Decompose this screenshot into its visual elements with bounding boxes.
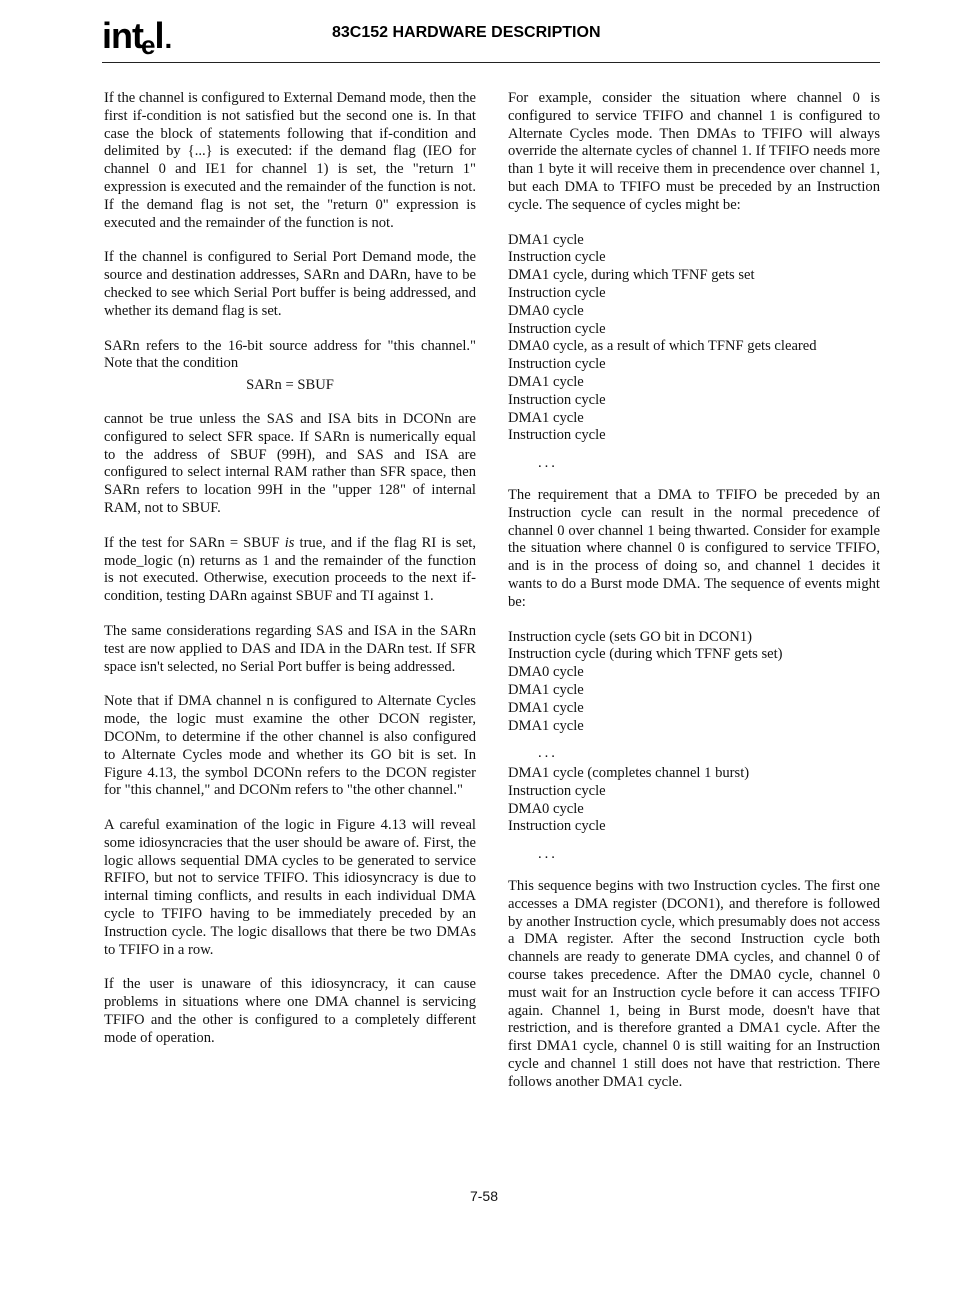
paragraph: If the channel is configured to External Demand mode, then the first if-condition is not satisfied but the second one is. In that case the block of statements following that if-condition and delimited by {...} is executed: if the demand flag (IEO for channel 0 and IE1 for channel 1) is set, the "return 1" expression is executed and the remainder of the function is not. If the demand flag is not set, the "return 0" expression is executed and the remainder of the function is not. bbox=[104, 90, 476, 231]
header-rule bbox=[102, 62, 880, 63]
list-item: DMA1 cycle, during which TFNF gets set bbox=[508, 267, 755, 284]
list-item: Instruction cycle (sets GO bit in DCON1) bbox=[508, 628, 752, 645]
page-header bbox=[102, 14, 880, 64]
list-item: DMA1 cycle bbox=[508, 699, 584, 716]
intel-logo bbox=[102, 14, 171, 61]
logo-text-e: e bbox=[140, 30, 155, 60]
list-item: DMA1 cycle bbox=[508, 373, 584, 390]
text-run: If the test for SARn = SBUF bbox=[104, 534, 285, 551]
cycle-sequence-3 bbox=[508, 765, 880, 836]
paragraph: This sequence begins with two Instruction cycles. The first one accesses a DMA register (DCON1), and therefore is followed by another Instruction cycle, which presumably does not access a DMA register. After the second Instruction cycle both channels are ready to generate DMA cycles, and channel 0 of course takes precedence. After the DMA0 cycle, channel 0 must wait for an Instruction cycle before it can access TFIFO again. Channel 1, being in Burst mode, doesn't have that restriction, and is therefore granted a DMA1 cycle. After the first DMA1 cycle, channel 0 is still waiting for an Instruction cycle and channel 1 still does not have that restriction. There follows another DMA1 cycle. bbox=[508, 878, 880, 1090]
left-column bbox=[104, 90, 476, 1065]
logo-text-int: int bbox=[102, 15, 143, 56]
logo-text-l: l bbox=[154, 15, 164, 56]
list-item: Instruction cycle (during which TFNF gets set) bbox=[508, 646, 783, 663]
list-item: Instruction cycle bbox=[508, 356, 606, 373]
italic-word: is bbox=[284, 534, 295, 551]
page-title: 83C152 HARDWARE DESCRIPTION bbox=[332, 24, 601, 41]
page-number: 7-58 bbox=[469, 1188, 499, 1204]
paragraph: The requirement that a DMA to TFIFO be preceded by an Instruction cycle can result in the normal precedence of channel 0 over channel 1 being thwarted. Consider for example the situation where channel 0 is configured to service TFIFO, and is in the process of doing so, and channel 1 decides it wants to do a Burst mode DMA. The sequence of events might be: bbox=[508, 486, 880, 610]
paragraph: The same considerations regarding SAS and ISA in the SARn test are now applied to DAS and IDA in the DARn test. If SFR space isn't selected, no Serial Port buffer is being addressed. bbox=[104, 622, 476, 675]
list-item: Instruction cycle bbox=[508, 391, 606, 408]
list-item: Instruction cycle bbox=[508, 782, 606, 799]
list-item: Instruction cycle bbox=[508, 818, 606, 835]
list-item: DMA1 cycle bbox=[508, 681, 584, 698]
ellipsis: ... bbox=[538, 455, 558, 472]
list-item: Instruction cycle bbox=[508, 249, 606, 266]
list-item: DMA1 cycle (completes channel 1 burst) bbox=[508, 765, 750, 782]
cycle-sequence-1 bbox=[508, 232, 880, 446]
ellipsis: ... bbox=[538, 846, 558, 863]
paragraph: For example, consider the situation where channel 0 is configured to service TFIFO and channel 1 is configured to Alternate Cycles mode. Then DMAs to TFIFO will always override the alternate cycles of channel 1. If TFIFO needs more than 1 byte it will receive them in precendence over channel 1, but each DMA to TFIFO must be preceded by an Instruction cycle. The sequence of cycles might be: bbox=[508, 90, 880, 213]
list-item: DMA1 cycle bbox=[508, 717, 584, 734]
list-item: Instruction cycle bbox=[508, 320, 606, 337]
paragraph: Note that if DMA channel n is configured to Alternate Cycles mode, the logic must examine the other DCON register, DCONm, to determine if the other channel is also configured to Alternate Cycles mode and whether its GO bit is set. In Figure 4.13, the symbol DCONn refers to the DCON register for "this channel," and DCONm refers to "the other channel." bbox=[104, 693, 476, 799]
paragraph: A careful examination of the logic in Figure 4.13 will reveal some idiosyncracies that the user should be aware of. First, the logic allows sequential DMA cycles to be generated to service RFIFO, but not to service TFIFO. This idiosyncracy is due to internal timing conflicts, and results in each individual DMA cycle to TFIFO having to be immediately preceded by an Instruction cycle. The logic disallows that there be two DMAs to TFIFO in a row. bbox=[104, 817, 476, 958]
list-item: DMA0 cycle, as a result of which TFNF gets cleared bbox=[508, 338, 817, 355]
paragraph: SARn refers to the 16-bit source address for "this channel." Note that the condition bbox=[104, 337, 476, 372]
list-item: Instruction cycle bbox=[508, 284, 606, 301]
paragraph: cannot be true unless the SAS and ISA bits in DCONn are configured to select SFR space. If SARn is numerically equal to the address of SBUF (99H), and SAS and ISA are configured to select internal RAM rather than SFR space, then SARn refers to location 99H in the "upper 128" of internal RAM, not to SBUF. bbox=[104, 410, 476, 516]
list-item: DMA1 cycle bbox=[508, 231, 584, 248]
list-item: DMA0 cycle bbox=[508, 800, 584, 817]
equation: SARn = SBUF bbox=[246, 377, 334, 394]
list-item: DMA0 cycle bbox=[508, 664, 584, 681]
text-run: true, and if the flag RI is set, mode_logic (n) returns as 1 and the remainder of the function is not executed. Otherwise, execution proceeds to the next if-condition, testing DARn against SBUF and TI against 1. bbox=[104, 534, 477, 605]
list-item: DMA1 cycle bbox=[508, 409, 584, 426]
list-item: Instruction cycle bbox=[508, 427, 606, 444]
cycle-sequence-2 bbox=[508, 629, 880, 736]
list-item: DMA0 cycle bbox=[508, 302, 584, 319]
right-column bbox=[508, 90, 880, 1109]
paragraph bbox=[104, 535, 476, 606]
paragraph: If the user is unaware of this idiosyncracy, it can cause problems in situations where one DMA channel is servicing TFIFO and the other is configured to a completely different mode of operation. bbox=[104, 976, 476, 1046]
paragraph: If the channel is configured to Serial Port Demand mode, the source and destination addresses, SARn and DARn, have to be checked to see which Serial Port buffer is being addressed, and whether its demand flag is set. bbox=[104, 249, 476, 319]
ellipsis: ... bbox=[538, 745, 558, 762]
logo-dot: . bbox=[164, 23, 172, 54]
